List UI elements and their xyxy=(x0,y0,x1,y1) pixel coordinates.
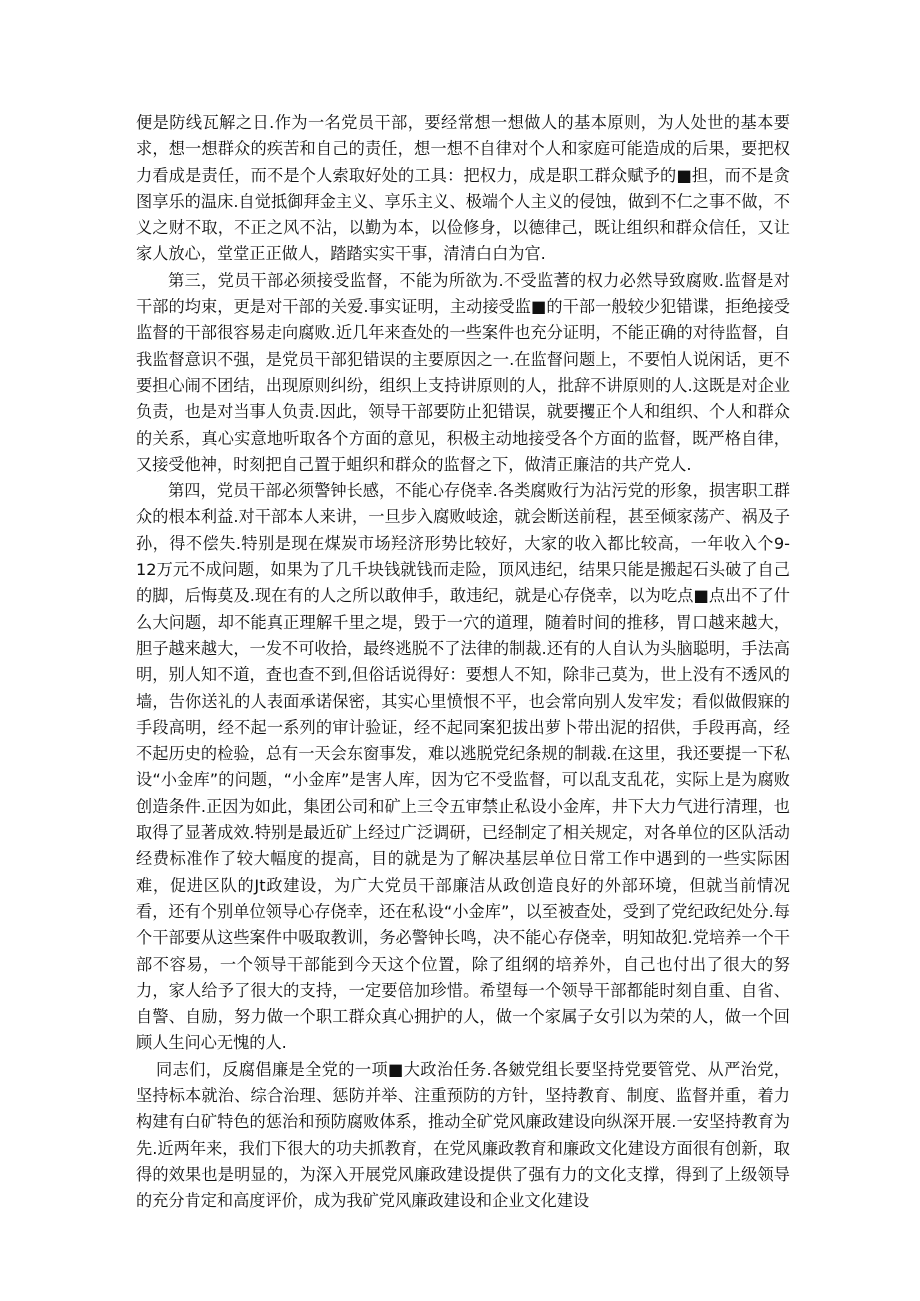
paragraph-comrades: 同志们，反腐倡廉是全党的一项■大政治任务.各皴党组长要坚持党要管党、从严治党，坚持标本就治、综合治理、惩防并举、注重预防的方针，坚持教育、制度、监督并重，着力构建有白矿特色的惩治和预防腐败体系，推动全矿党风廉政建设向纵深开展.一安坚持教育为先.近两年来，我们下很大的功夫抓教育，在党风廉政教育和廉政文化建设方面很有创新，取得的效果也是明显的，为深入开展党风廉政建设提供了强有力的文化支撑，得到了上级领导的充分肯定和高度评价，成为我矿党风廉政建设和企业文化建设 xyxy=(136,1059,790,1211)
paragraph-alarm-bell: 第四，党员干部必须警钟长感，不能心存侥幸.各类腐败行为沾污党的形象，损害职工群众的根本利益.对干部本人来讲，一旦步入腐败岐途，就会断送前程，甚至倾家荡产、祸及子孙，得不偿失.特别是现在煤炭市场羟济形势比较好，大家的收入都比较高，一年收入个9-12万元不成问题，如果为了几千块钱就钱而走险，顶风违纪，结果只能是搬起石头破了自己的脚，后悔莫及.现在有的人之所以敢伸手，敢违纪，就是心存侥幸，以为吃点■点出不了什么大问题，却不能真正理解千里之堤，毁于一穴的道理，随着时间的推移，胃口越来越大，胆子越来越大，一发不可收拾，最终逃脱不了法律的制裁.还有的人自认为头脑聪明，手法高明，别人知不道，査也查不到,但俗话说得好：要想人不知，除非己莫为，世上没有不透风的墙，告你送礼的人表面承诺保密，其实心里愤恨不平，也会常向别人发牢发；看似做假寐的手段高明，经不起一系列的审计验证，经不起同案犯拔出萝卜带出泥的招供，手段再高，经不起历史的检验，总有一天会东窗事发，难以逃脱党纪条规的制裁.在这里，我还要提一下私设“小金库”的问题，“小金库”是害人库，因为它不受监督，可以乱支乱花，实际上是为腐败创造条件.正因为如此，集团公司和矿上三令五审禁止私设小金库，井下大力气进行清理，也取得了显著成效.特别是最近矿上经过广泛调研，已经制定了相关规定，对各单位的区队活动经费标准作了较大幅度的提高，目的就是为了解决基层单位日常工作中遇到的一些实际困难，促进区队的Jt政建设，为广大党员干部廉洁从政创造良好的外部环境，但就当前情况看，还有个别单位领导心存侥幸，还在私设“小金库”，以至被查处，受到了党纪政纪处分.每个干部要从这些案件中吸取教训，务必警钟长鸣，决不能心存侥幸，明知故犯.党培养一个干部不容易，一个领导干部能到今天这个位置，除了组纲的培养外，自己也付出了很大的努力，家人给予了很大的支持，一定要倍加珍惜。希望每一个领导干部都能时刻自重、自省、自警、自励，努力做一个职工群众真心拥护的人，做一个家属子女引以为荣的人，做一个回顾人生问心无愧的人. xyxy=(136,481,790,1053)
paragraph-accept-supervision: 第三，党员干部必须接受监督，不能为所欲为.不受监蓍的权力必然导致腐败.监督是对干部的均束，更是对干部的关爱.事实证明，主动接受监■的干部一般较少犯错谍，拒绝接受监督的干部很容易走向腐败.近几年来查处的一些案件也充分证明，不能正确的对待监督，自我监督意识不强，是党员干部犯错误的主要原因之一.在监督问题上，不要怕人说闲话，更不要担心闹不团结，出现原则纠纷，组织上支持讲原则的人，批辞不讲原则的人.这既是对企业负责，也是对当事人负责.因此，领导干部要防止犯错误，就要攫正个人和组织、个人和群众的关系，真心实意地听取各个方面的意见，积极主动地接受各个方面的监督，既严格自律，又接受他神，时刻把自己置于蛆织和群众的监督之下，做清正廉洁的共产党人. xyxy=(136,270,790,474)
paragraph-conduct-principles: 便是防线瓦解之日.作为一名党员干部，要经常想一想做人的基本原则，为人处世的基本要求，想一想群众的疾苦和自己的责任，想一想不自律对个人和家庭可能造成的后果，要把权力看成是责任，而不是个人索取好处的工具：把权力，成是职工群众赋予的■担，而不是贪图享乐的温床.自觉抵御拜金主义、享乐主义、极端个人主义的侵蚀，做到不仁之事不做，不义之财不取，不正之风不沾，以勤为本，以俭修身，以德律己，既让组织和群众信任，又让家人放心，堂堂正正做人，踏踏实实干事，清清白白为官. xyxy=(136,113,790,264)
document-body xyxy=(136,110,790,1214)
